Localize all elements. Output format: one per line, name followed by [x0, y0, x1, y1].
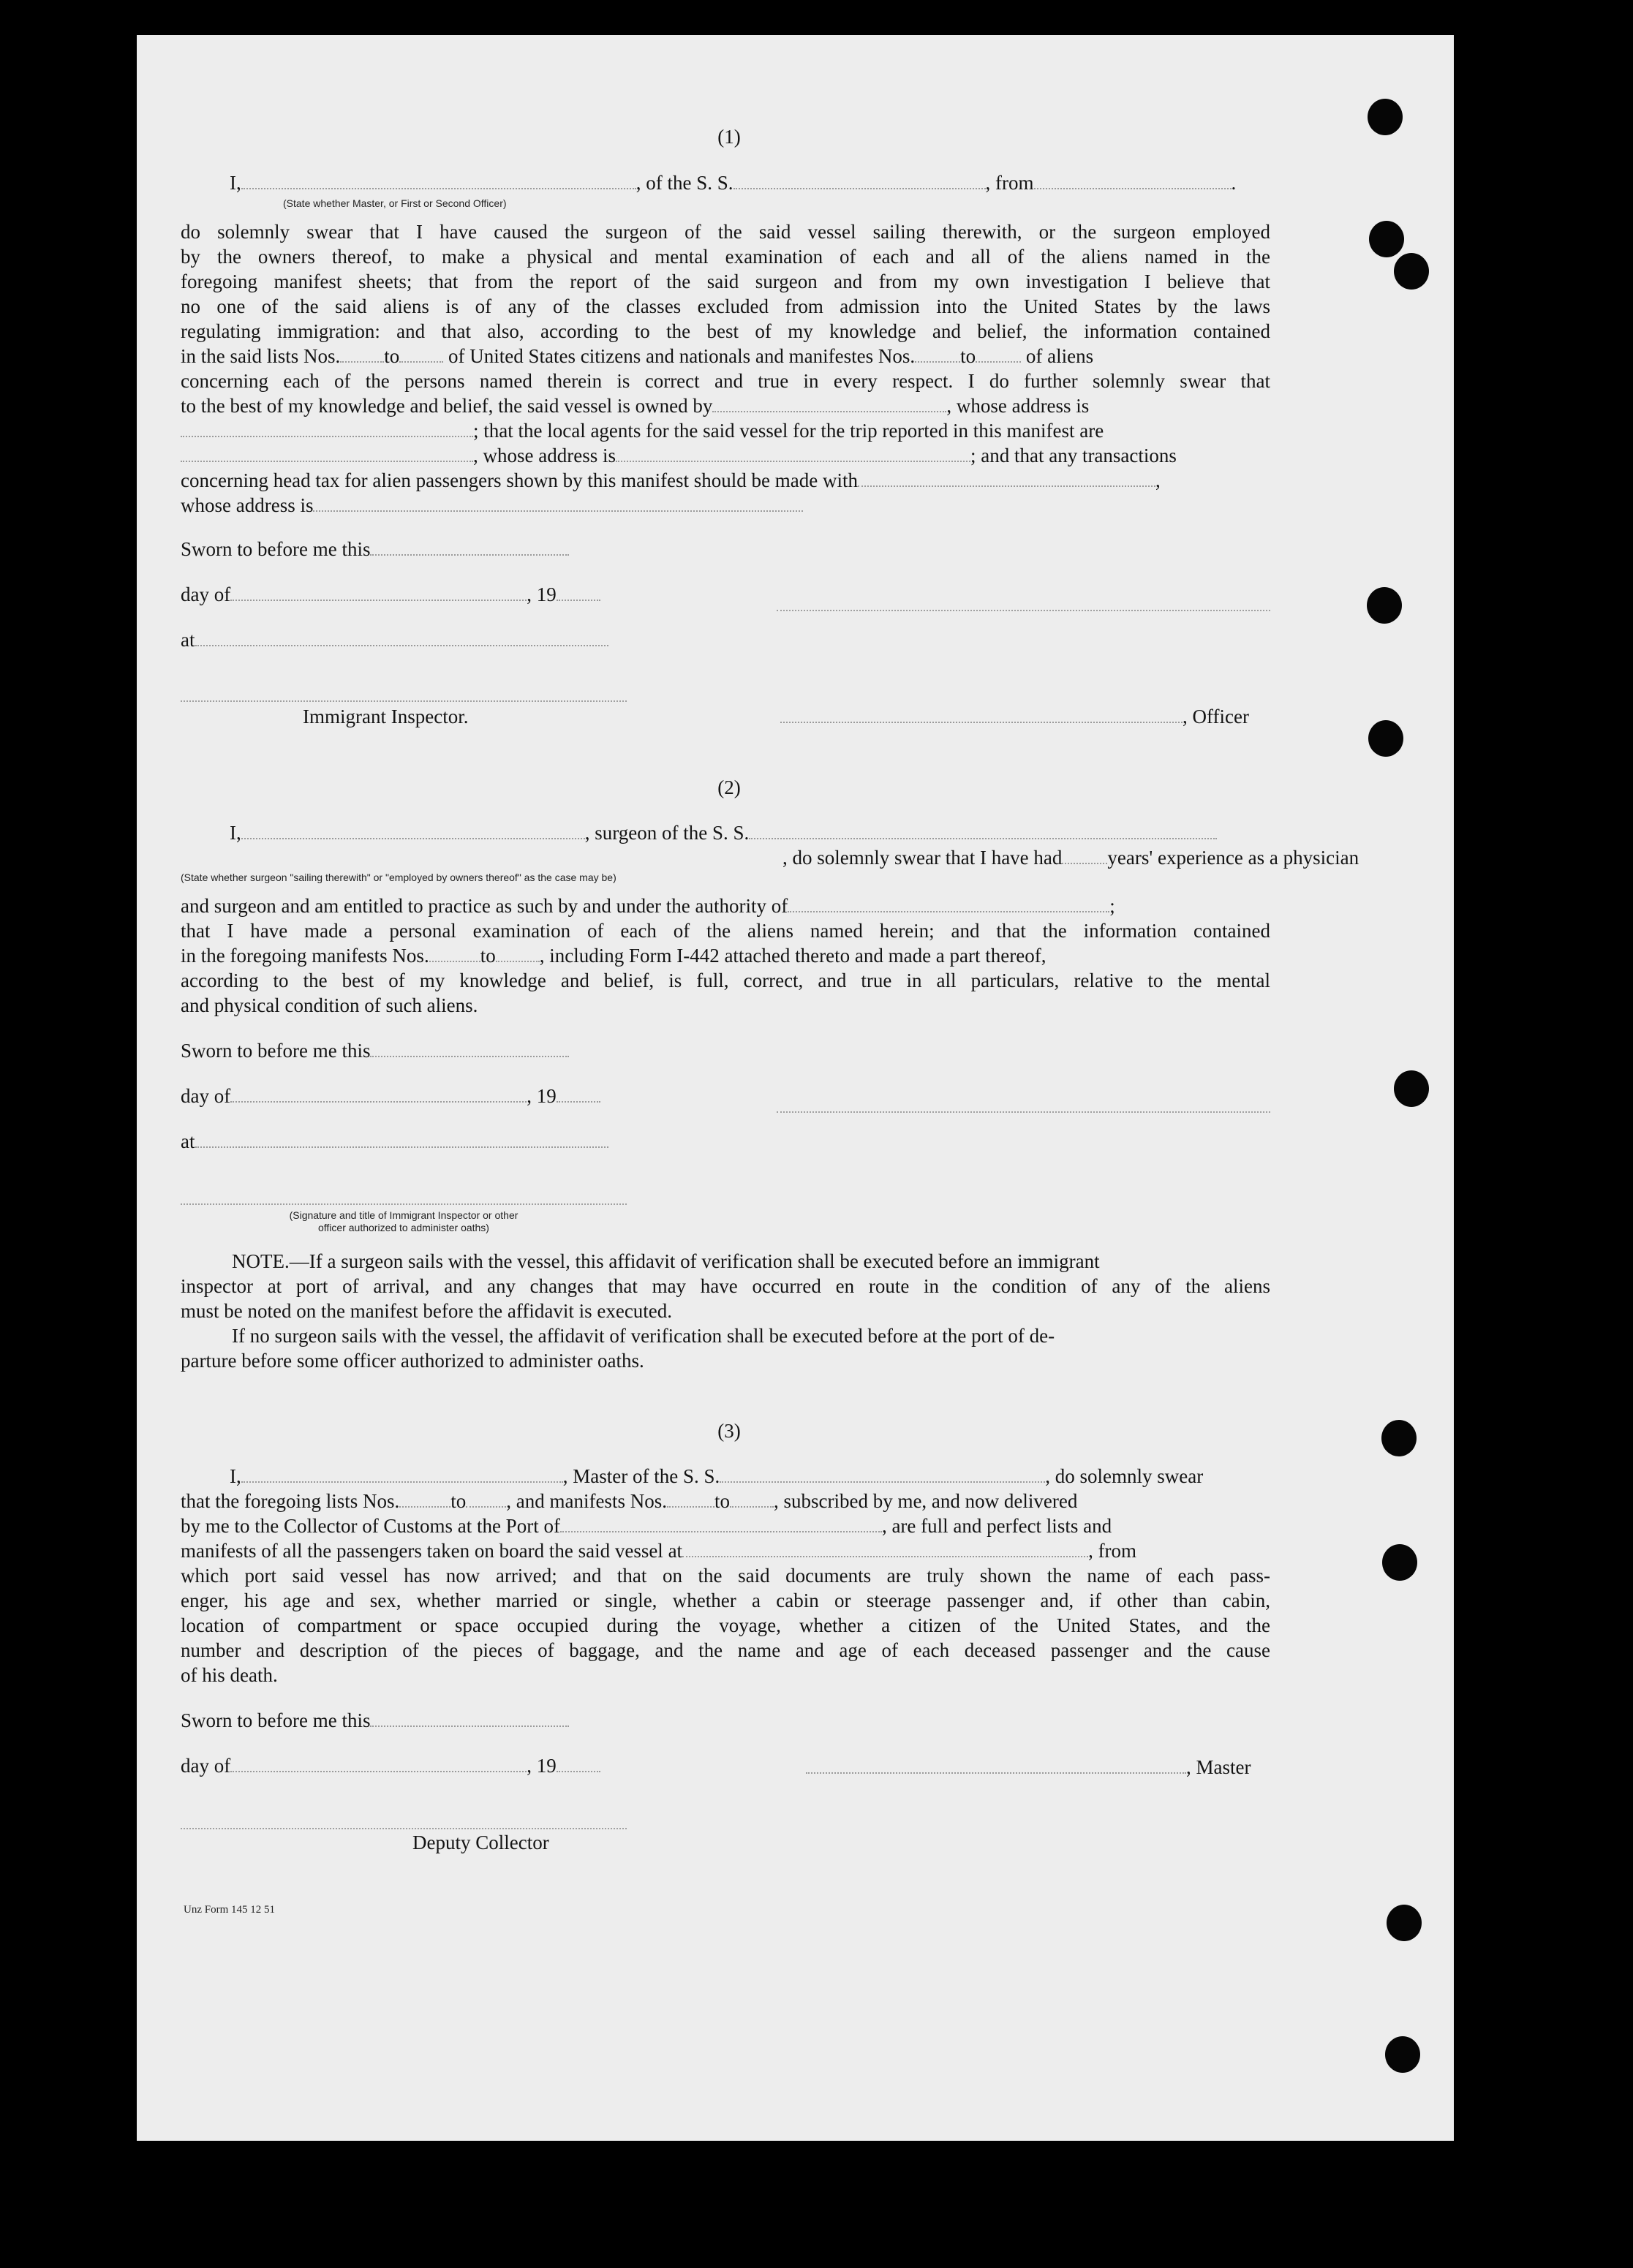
s2-para-line: and physical condition of such aliens.	[181, 994, 478, 1016]
officer-signature-line	[777, 610, 1270, 611]
punch-hole	[1385, 2036, 1420, 2073]
punch-hole	[1387, 1905, 1422, 1941]
s3-port-line: by me to the Collector of Customs at the Port of , are full and perfect lists and	[181, 1515, 1112, 1537]
punch-hole	[1369, 221, 1404, 257]
s1-agent-address-line: , whose address is ; and that any transactions	[181, 443, 1177, 468]
s1-officer: , Officer	[780, 704, 1249, 729]
form-number: Unz Form 145 12 51	[184, 1904, 275, 1916]
s3-day-of: day of , 19	[181, 1753, 600, 1778]
note-line: inspector at port of arrival, and any changes that may have occurred en route in the condition of any of the aliens	[181, 1275, 1270, 1297]
s1-owner-line: to the best of my knowledge and belief, the said vessel is owned by , whose address is	[181, 395, 1090, 417]
s2-at: at	[181, 1129, 608, 1154]
s1-lists-line: in the said lists Nos. to of United States citizens and nationals and manifestes Nos. to of aliens	[181, 345, 1094, 367]
s3-para-line: location of compartment or space occupied during the voyage, whether a citizen of the United States, and the	[181, 1614, 1270, 1636]
s2-authority-line: and surgeon and am entitled to practice as such by and under the authority of ;	[181, 895, 1115, 917]
surgeon-signature-line	[777, 1111, 1270, 1113]
manifest-page	[137, 35, 1454, 2141]
punch-hole	[1367, 587, 1402, 624]
s1-headtax-line: concerning head tax for alien passengers shown by this manifest should be made with ,	[181, 469, 1161, 491]
punch-hole	[1394, 1070, 1429, 1107]
note-line: NOTE.—If a surgeon sails with the vessel, this affidavit of verification shall be executed before an immigrant	[232, 1250, 1100, 1272]
section1-line1: I, , of the S. S. , from .	[230, 172, 1237, 194]
s2-day-of: day of , 19	[181, 1084, 600, 1108]
s1-para-line: no one of the said aliens is of any of the classes excluded from admission into the United States by the laws	[181, 295, 1270, 317]
note-line: must be noted on the manifest before the affidavit is executed.	[181, 1300, 673, 1322]
s3-master: , Master	[806, 1755, 1251, 1780]
s3-para-line: enger, his age and sex, whether married or single, whether a cabin or steerage passenger and, if other than cabin,	[181, 1590, 1270, 1611]
punch-hole	[1382, 1544, 1417, 1581]
s2-line2: , do solemnly swear that I have had years' experience as a physician	[782, 847, 1359, 869]
section1-number: (1)	[717, 126, 741, 148]
s1-agents-line: ; that the local agents for the said vessel for the trip reported in this manifest are	[181, 418, 1104, 443]
section3-number: (3)	[717, 1420, 741, 1442]
s3-line1: I, , Master of the S. S. , do solemnly swear	[230, 1465, 1204, 1487]
collector-signature-line	[181, 1828, 627, 1829]
officer-rank-hint: (State whether Master, or First or Second Officer)	[283, 197, 507, 209]
punch-hole	[1368, 720, 1403, 757]
s1-para-line: by the owners thereof, to make a physical and mental examination of each and all of the aliens named in the	[181, 246, 1270, 268]
s3-sworn: Sworn to before me this	[181, 1708, 569, 1733]
s1-day-of: day of , 19	[181, 582, 600, 607]
s2-para-line: that I have made a personal examination of each of the aliens named herein; and that the information contained	[181, 920, 1270, 942]
s3-para-line: which port said vessel has now arrived; and that on the said documents are truly shown the name of each pass-	[181, 1565, 1270, 1587]
note-line: parture before some officer authorized to administer oaths.	[181, 1350, 644, 1372]
signature-hint: (Signature and title of Immigrant Inspector or other	[289, 1209, 518, 1221]
s1-address-line: whose address is	[181, 493, 803, 518]
immigrant-inspector-label: Immigrant Inspector.	[303, 706, 469, 727]
note-line: If no surgeon sails with the vessel, the affidavit of verification shall be executed before at the port of de-	[232, 1325, 1055, 1347]
s1-sworn: Sworn to before me this	[181, 537, 569, 562]
s2-manifests-line: in the foregoing manifests Nos. to , including Form I-442 attached thereto and made a part thereof,	[181, 945, 1046, 967]
s2-line1: I, , surgeon of the S. S.	[230, 820, 1217, 845]
s3-lists-line: that the foregoing lists Nos. to , and manifests Nos. to , subscribed by me, and now delivered	[181, 1490, 1078, 1512]
inspector-signature-line	[181, 700, 627, 702]
punch-hole	[1381, 1420, 1417, 1456]
signature-hint: officer authorized to administer oaths)	[318, 1222, 489, 1233]
s1-para-line: concerning each of the persons named therein is correct and true in every respect. I do further solemnly swear that	[181, 370, 1270, 392]
s3-departure-line: manifests of all the passengers taken on board the said vessel at , from	[181, 1540, 1137, 1562]
punch-hole	[1394, 253, 1429, 290]
s3-para-line: of his death.	[181, 1664, 278, 1686]
s3-para-line: number and description of the pieces of baggage, and the name and age of each deceased passenger and the cause	[181, 1639, 1270, 1661]
surgeon-type-hint: (State whether surgeon "sailing therewith" or "employed by owners thereof" as the case may be)	[181, 872, 616, 883]
section2-number: (2)	[717, 776, 741, 798]
s2-sworn: Sworn to before me this	[181, 1038, 569, 1063]
punch-hole	[1368, 99, 1403, 135]
s1-para-line: do solemnly swear that I have caused the surgeon of the said vessel sailing therewith, or the surgeon employed	[181, 221, 1270, 243]
deputy-collector-label: Deputy Collector	[412, 1832, 549, 1853]
s2-para-line: according to the best of my knowledge and belief, is full, correct, and true in all particulars, relative to the mental	[181, 969, 1270, 991]
s1-para-line: regulating immigration: and that also, according to the best of my knowledge and belief, the information contained	[181, 320, 1270, 342]
officer-signature-line-2	[181, 1203, 627, 1205]
s1-para-line: foregoing manifest sheets; that from the report of the said surgeon and from my own investigation I believe that	[181, 271, 1270, 292]
s1-at: at	[181, 627, 608, 652]
